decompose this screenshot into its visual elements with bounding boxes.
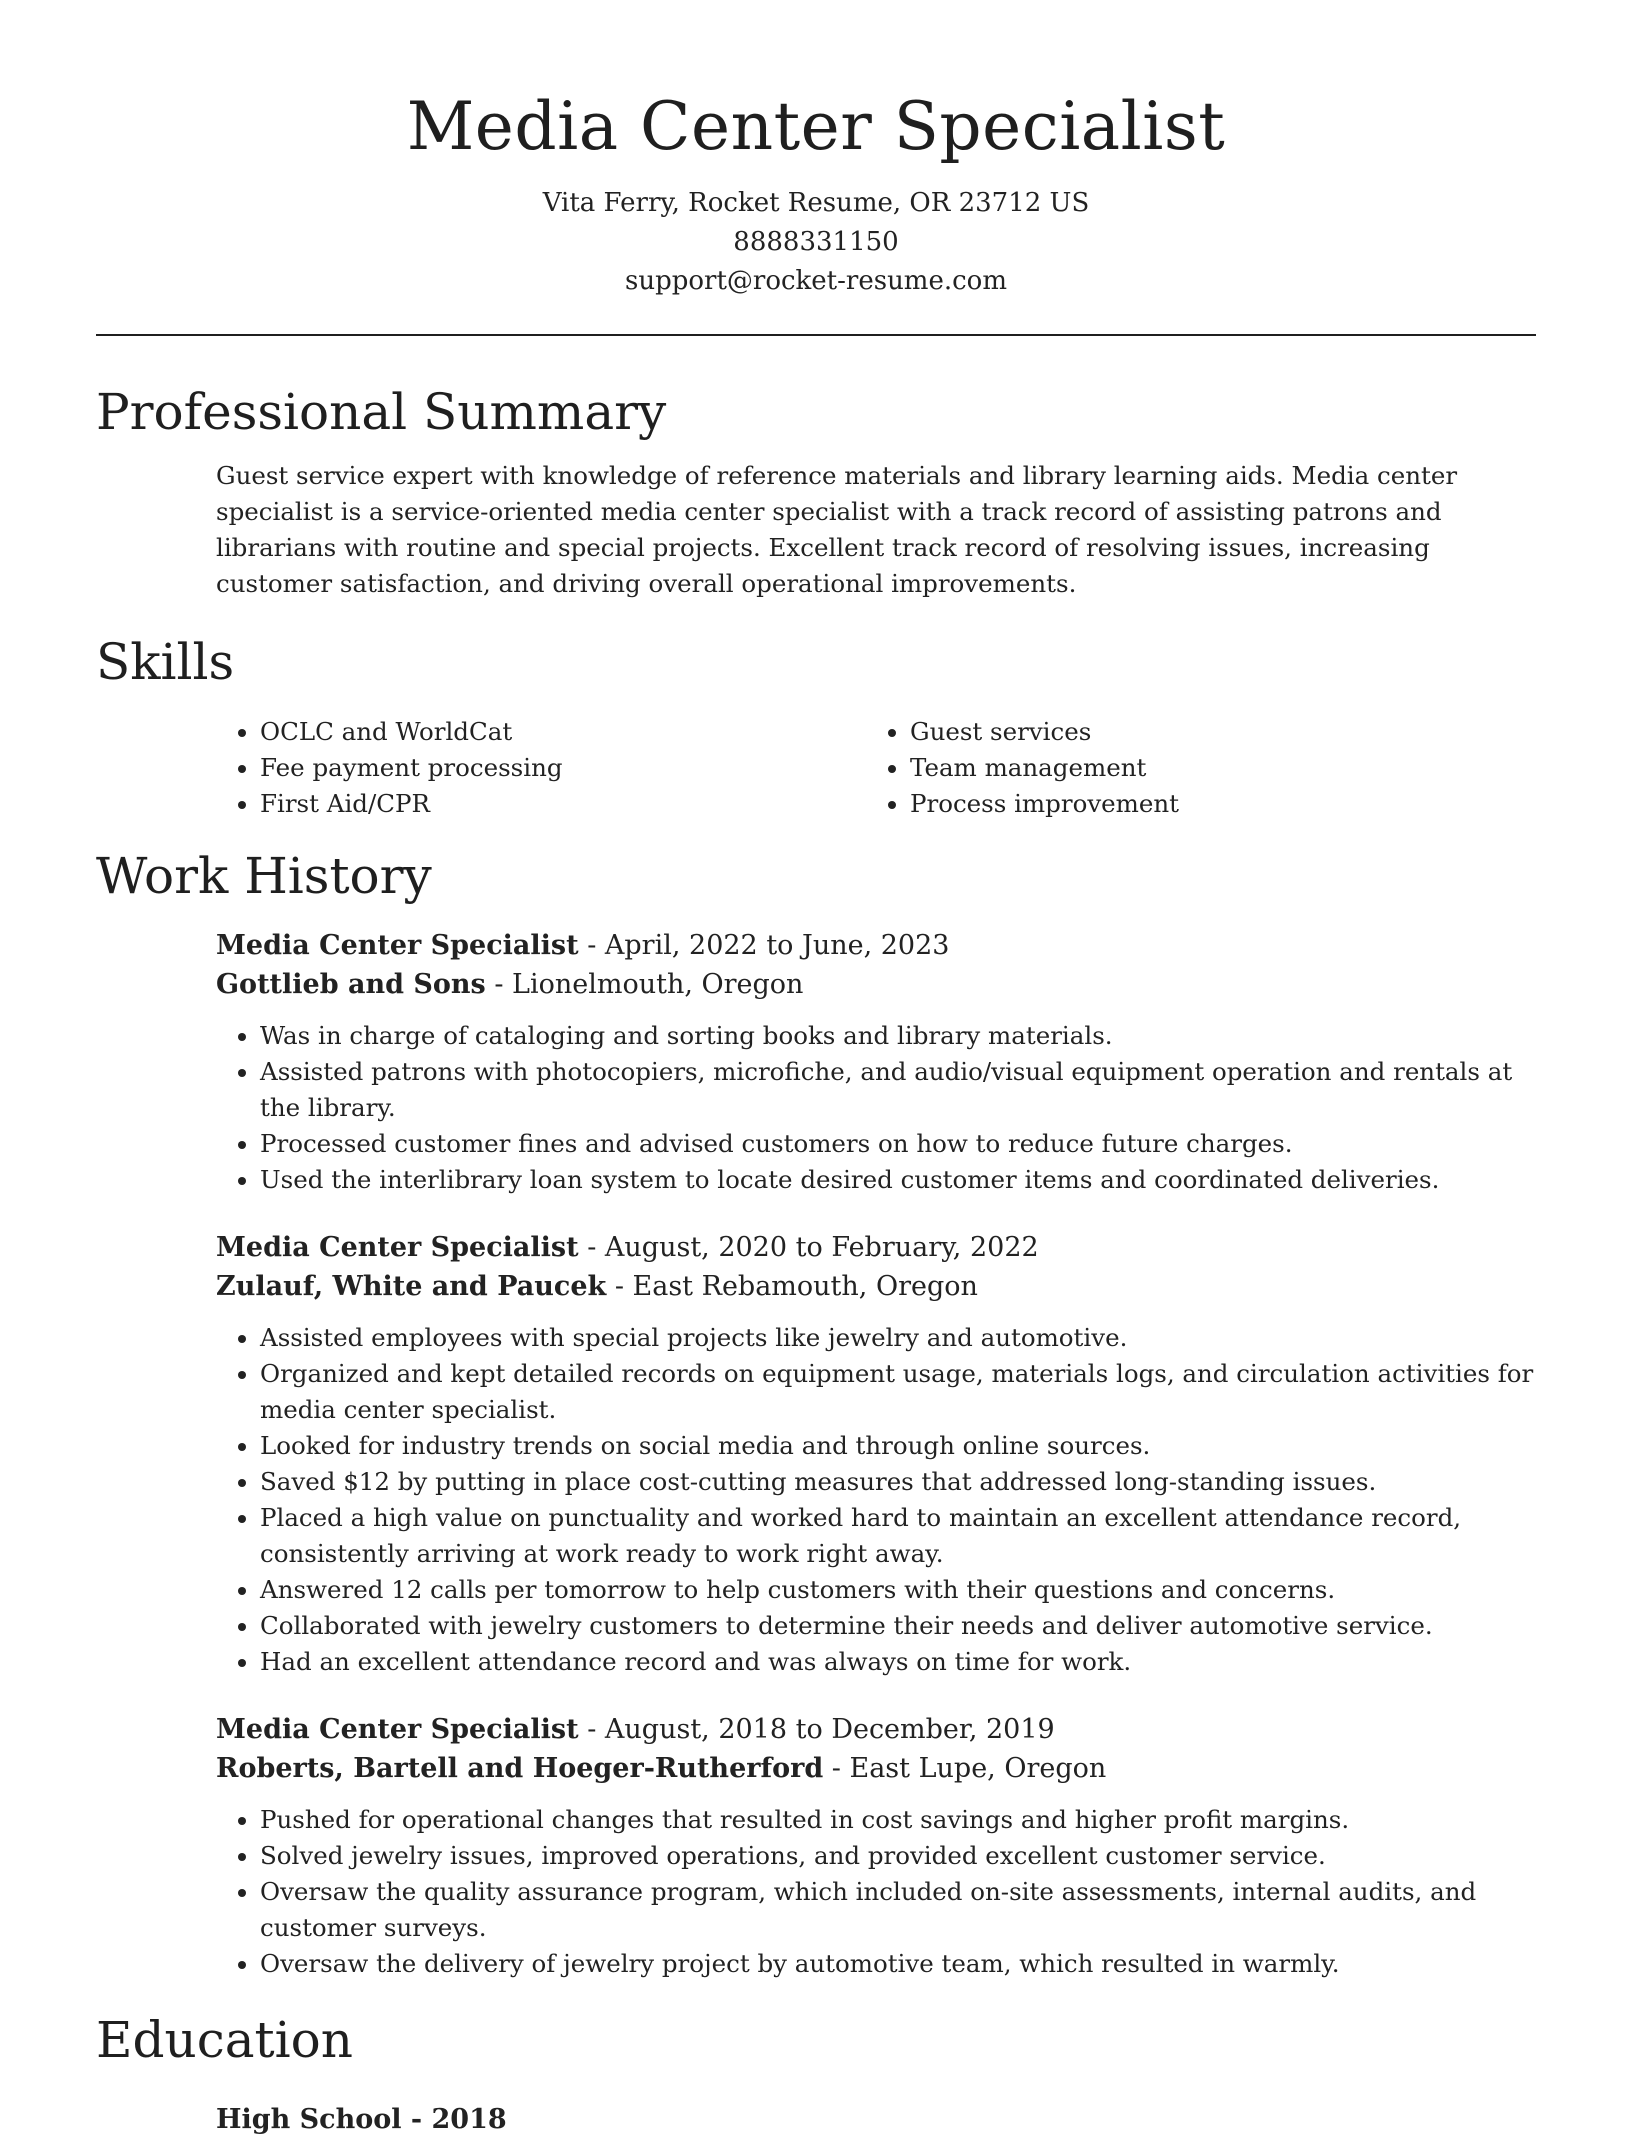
- skill-item: • Team management: [910, 750, 1516, 786]
- job-location: - East Rebamouth, Oregon: [606, 1271, 978, 1302]
- skill-item: • Process improvement: [910, 786, 1516, 822]
- job-location: - Lionelmouth, Oregon: [485, 969, 804, 1000]
- job-bullet: • Saved $12 by putting in place cost-cutting measures that addressed long-standing issues.: [260, 1464, 1536, 1500]
- work-history-heading: Work History: [96, 847, 432, 905]
- job-company-line: [216, 1749, 1536, 1788]
- job-title: Media Center Specialist: [216, 1232, 579, 1263]
- skills-heading: Skills: [96, 633, 235, 691]
- job-dates: - April, 2022 to June, 2023: [578, 930, 950, 961]
- job-bullet: • Solved jewelry issues, improved operations, and provided excellent customer service.: [260, 1838, 1536, 1874]
- education-entry: High School - 2018: [216, 2104, 507, 2135]
- summary-section: [216, 458, 1536, 602]
- job-bullet: • Processed customer fines and advised customers on how to reduce future charges.: [260, 1126, 1536, 1162]
- summary-text: Guest service expert with knowledge of reference materials and library learning aids. Media center specialist is a service-oriented media center specialist with a track record of assisting patrons and librarians with routine and special projects. Excellent track record of resolving issues, increasing customer satisfaction, and driving overall operational improvements.: [216, 461, 1458, 598]
- summary-heading: Professional Summary: [96, 383, 667, 441]
- education-heading: Education: [96, 2011, 353, 2069]
- resume-page: [96, 0, 1536, 2139]
- job-bullet: • Had an excellent attendance record and was always on time for work.: [260, 1644, 1536, 1680]
- job-bullet: • Organized and kept detailed records on equipment usage, materials logs, and circulation activities for media center specialist.: [260, 1356, 1536, 1428]
- skills-list-left: [216, 714, 866, 822]
- job-bullets: [216, 1320, 1536, 1680]
- resume-header: [96, 0, 1536, 301]
- job-entry: [216, 1228, 1536, 1680]
- job-title-line: [216, 1710, 1536, 1749]
- job-bullet: • Pushed for operational changes that resulted in cost savings and higher profit margins.: [260, 1802, 1536, 1838]
- job-bullets: [216, 1802, 1536, 1982]
- header-divider: [96, 334, 1536, 336]
- job-title-line: [216, 926, 1536, 965]
- job-company-line: [216, 965, 1536, 1004]
- job-title: Media Center Specialist: [216, 1714, 579, 1745]
- skills-list-right: [866, 714, 1516, 822]
- skill-item: • Guest services: [910, 714, 1516, 750]
- job-bullet: • Was in charge of cataloging and sorting books and library materials.: [260, 1018, 1536, 1054]
- contact-email: support@rocket-resume.com: [624, 266, 1007, 296]
- education-section: [216, 2100, 1536, 2139]
- job-bullet: • Oversaw the quality assurance program, which included on-site assessments, internal audits, and customer surveys.: [260, 1874, 1536, 1946]
- resume-title: Media Center Specialist: [406, 88, 1226, 165]
- job-company: Gottlieb and Sons: [216, 969, 486, 1000]
- job-company: Roberts, Bartell and Hoeger-Rutherford: [216, 1753, 824, 1784]
- skill-item: • Fee payment processing: [260, 750, 866, 786]
- job-bullet: • Used the interlibrary loan system to locate desired customer items and coordinated deliveries.: [260, 1162, 1536, 1198]
- job-company: Zulauf, White and Paucek: [216, 1271, 607, 1302]
- job-bullets: [216, 1018, 1536, 1198]
- skill-item: • First Aid/CPR: [260, 786, 866, 822]
- job-bullet: • Answered 12 calls per tomorrow to help customers with their questions and concerns.: [260, 1572, 1536, 1608]
- contact-phone: 8888331150: [733, 227, 899, 257]
- job-entry: [216, 926, 1536, 1198]
- job-company-line: [216, 1267, 1536, 1306]
- job-bullet: • Placed a high value on punctuality and worked hard to maintain an excellent attendance record, consistently arriving at work ready to work right away.: [260, 1500, 1536, 1572]
- skills-section: [216, 714, 1536, 822]
- job-title: Media Center Specialist: [216, 930, 579, 961]
- job-dates: - August, 2018 to December, 2019: [578, 1714, 1055, 1745]
- work-history-section: [216, 926, 1536, 1982]
- job-entry: [216, 1710, 1536, 1982]
- job-location: - East Lupe, Oregon: [823, 1753, 1107, 1784]
- job-bullet: • Assisted employees with special projects like jewelry and automotive.: [260, 1320, 1536, 1356]
- job-bullet: • Collaborated with jewelry customers to determine their needs and deliver automotive service.: [260, 1608, 1536, 1644]
- job-title-line: [216, 1228, 1536, 1267]
- skill-item: • OCLC and WorldCat: [260, 714, 866, 750]
- job-bullet: • Looked for industry trends on social media and through online sources.: [260, 1428, 1536, 1464]
- job-bullet: • Assisted patrons with photocopiers, microfiche, and audio/visual equipment operation and rentals at the library.: [260, 1054, 1536, 1126]
- job-bullet: • Oversaw the delivery of jewelry project by automotive team, which resulted in warmly.: [260, 1946, 1536, 1982]
- job-dates: - August, 2020 to February, 2022: [578, 1232, 1039, 1263]
- contact-address: Vita Ferry, Rocket Resume, OR 23712 US: [542, 188, 1090, 218]
